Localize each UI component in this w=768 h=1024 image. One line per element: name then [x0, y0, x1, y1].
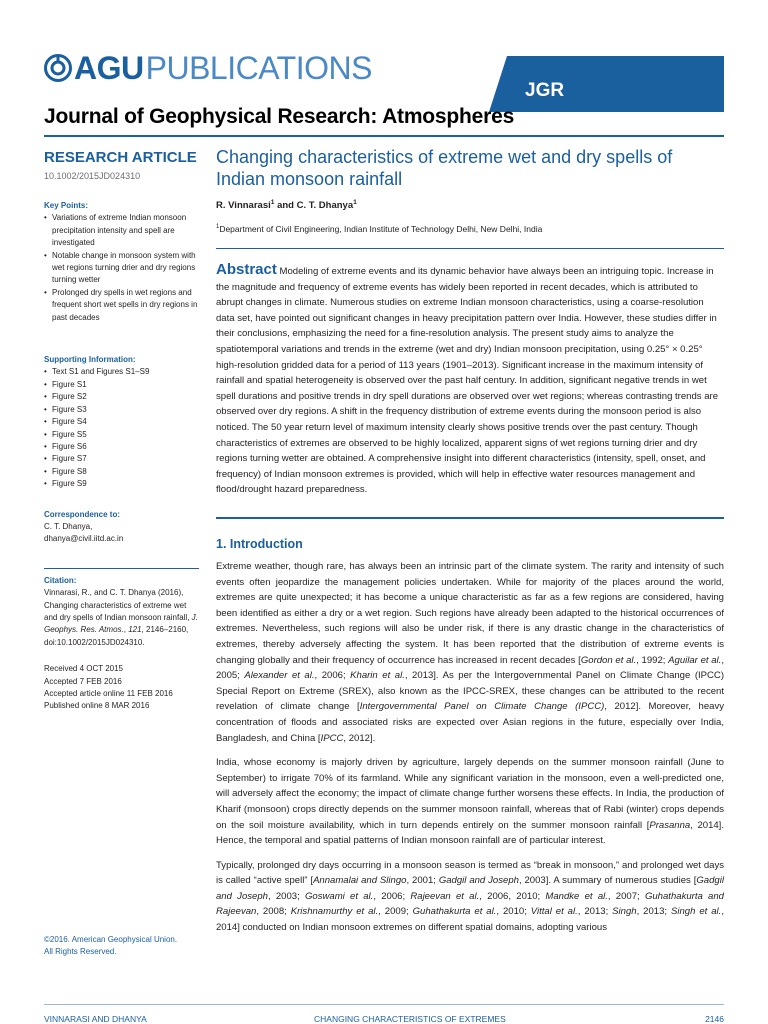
supporting-info-list	[44, 366, 199, 490]
key-point: • Notable change in monsoon system with wet regions turning drier and dry regions turning wetter	[44, 250, 199, 287]
reference-link[interactable]: Intergovernmental Panel on Climate Change (IPCC)	[359, 701, 605, 713]
supporting-item[interactable]: • Figure S1	[44, 379, 199, 391]
reference-link[interactable]: Krishnamurthy et al.	[290, 906, 379, 918]
key-point: • Prolonged dry spells in wet regions and frequent short wet spells in dry regions in past decades	[44, 287, 199, 324]
footer-authors: VINNARASI AND DHANYA	[44, 1014, 147, 1024]
reference-link[interactable]: Gadgil and Joseph	[216, 875, 724, 902]
date-accepted-online: Accepted article online 11 FEB 2016	[44, 689, 173, 698]
introduction-body	[216, 559, 724, 945]
citation	[44, 587, 199, 649]
author-conjunction: and	[274, 200, 297, 211]
intro-paragraph: India, whose economy is majorly driven by agriculture, largely depends on the summer monsoon rainfall (June to September) to irrigate 70% of its farmland. While any significant variation in the monsoon, even a well-predicted one, will adversely affect the economy; the impact of climate change further worsens these effects. In India, the production of Kharif (monsoon) crops directly depends on the summer monsoon rainfall, whereas that of Rabi (winter) crops depends on the soil moisture availability, which in turn depends entirely on the summer monsoon rainfall [Prasanna, 2014]. Hence, the temporal and spatial patterns of Indian monsoon rainfall are of particular interest.	[216, 757, 724, 847]
jgr-badge	[489, 56, 724, 112]
abstract-heading: Abstract	[216, 261, 277, 278]
footer-divider	[44, 1004, 724, 1005]
affiliation-text: Department of Civil Engineering, Indian Institute of Technology Delhi, New Delhi, India	[219, 224, 543, 234]
supporting-item[interactable]: • Figure S9	[44, 478, 199, 490]
supporting-item[interactable]: • Figure S6	[44, 441, 199, 453]
logo-publications-text: PUBLICATIONS	[145, 50, 372, 86]
intro-paragraph: Extreme weather, though rare, has always been an intrinsic part of the climate system. The rarity and intensity of such events often jeopardize the management policies undertaken. While for majority of the places around the world, extremes are quite unexpected; it has become a unique characteristic as far as a few regions are considered, having been identified as either a dry or a wet region. Such regions have already been adapted to the historical occurrences of extremes. Nevertheless, such regions will also be under risk, if there is any drastic change in the characteristics of extremes, thereby adversely affecting the system. It has been reported that the distribution of extreme events is changing globally and their frequency of occurrence has increased in recent decades [Gordon et al., 1992; Aguilar et al., 2005; Alexander et al., 2006; Kharin et al., 2013]. As per the Intergovernmental Panel on Climate Change (IPCC) Special Report on Extreme (SREX), also known as the IPCC-SREX, these changes can be attributed to the recent revelation of climate change [Intergovernmental Panel on Climate Change (IPCC), 2012]. Moreover, heavy concentration of floods and associated risks are expected over Asian regions in the future, especially over India, Bangladesh, and China [IPCC, 2012].	[216, 561, 725, 744]
reference-link[interactable]: IPCC	[320, 732, 344, 744]
logo-agu-text: AGU	[74, 50, 144, 86]
abstract-divider	[216, 517, 724, 519]
reference-link[interactable]: Mandke et al.	[545, 890, 608, 902]
globe-icon	[44, 54, 72, 82]
date-published: Published online 8 MAR 2016	[44, 701, 150, 711]
correspondence-email[interactable]: dhanya@civil.iitd.ac.in	[44, 534, 124, 544]
footer-running-title: CHANGING CHARACTERISTICS OF EXTREMES	[314, 1014, 506, 1024]
date-accepted: Accepted 7 FEB 2016	[44, 676, 122, 686]
key-points-heading: Key Points:	[44, 201, 89, 210]
reference-link[interactable]: Singh et al.	[670, 906, 722, 918]
introduction-heading: 1. Introduction	[216, 537, 303, 551]
article-title: Changing characteristics of extreme wet and dry spells of Indian monsoon rainfall	[216, 147, 673, 189]
authors	[216, 200, 357, 211]
supporting-item[interactable]: • Figure S4	[44, 416, 199, 428]
reference-link[interactable]: Aguilar et al.	[668, 654, 722, 666]
copyright-line: ©2016. American Geophysical Union.	[44, 935, 178, 944]
affiliation	[216, 224, 542, 234]
agu-publications-logo	[44, 48, 372, 88]
supporting-item[interactable]: • Figure S7	[44, 453, 199, 465]
date-received: Received 4 OCT 2015	[44, 664, 124, 674]
author-affiliation-mark: 1	[353, 198, 357, 206]
citation-rest: , 2146–2160, doi:10.1002/2015JD024310.	[44, 625, 189, 647]
author-name[interactable]: C. T. Dhanya	[296, 200, 354, 211]
key-point: • Variations of extreme Indian monsoon precipitation intensity and spell are investigated	[44, 212, 199, 249]
supporting-item[interactable]: • Text S1 and Figures S1–S9	[44, 366, 199, 378]
affiliation-mark: 1	[216, 224, 220, 231]
supporting-item[interactable]: • Figure S2	[44, 391, 199, 403]
reference-link[interactable]: Gadgil and Joseph	[438, 875, 519, 887]
article-type: RESEARCH ARTICLE	[44, 149, 197, 166]
sidebar	[44, 148, 199, 713]
supporting-item[interactable]: • Figure S8	[44, 466, 199, 478]
journal-name: Journal of Geophysical Research: Atmospheres	[44, 105, 515, 128]
reference-link[interactable]: Guhathakurta and Rajeevan	[216, 890, 724, 918]
reference-link[interactable]: Vittal et al.	[530, 906, 578, 918]
correspondence-name: C. T. Dhanya,	[44, 521, 93, 531]
abstract-text: Modeling of extreme events and its dynamic behavior have always been an intriguing topic. Increase in the magnitude and frequency of extreme events has widely been reported in recent decades, which is attributed to abrupt changes in climate. Numerous studies on extreme Indian monsoon characteristics, using a coarse-resolution data set, have pointed out significant changes in heavy precipitation pattern over India. However, these studies differ in their conclusions, emphasizing the need for a fine-resolution analysis. The present study aims to analyze the spatiotemporal variations and trends in the extreme (wet and dry) Indian monsoon precipitation, using 0.25° × 0.25° high-resolution gridded data for a period of 113 years (1901–2013). Significant increase in the maximum intensity of rainfall and spatial heterogeneity is observed over the past half century. In addition, significant negative trends in wet spell durations and positive trends in dry spell durations are observed over wet regions; whereas contrasting trends are observed over dry regions. A shift in the frequency distribution of extreme events during the monsoon period is also noticed. The 50 year return level of maximum intensity clearly shows positive trends over the past century. Though characteristics of extremes are observed to be highly localized, apparent signs of wet regions turning drier and dry regions turning wetter are obtained. A comprehensive insight into different characteristics (intensity, spell, onset, and frequency) of Indian monsoon extremes is provided, which will help in effective water resources management and flood/drought hazard preparedness.	[216, 266, 719, 496]
affiliation-divider	[216, 248, 724, 249]
reference-link[interactable]: Rajeevan et al.	[410, 890, 480, 902]
copyright-line: All Rights Reserved.	[44, 947, 117, 956]
abstract	[216, 262, 724, 498]
reference-link[interactable]: Annamalai and Slingo	[313, 875, 407, 887]
reference-link[interactable]: Gordon et al.	[580, 654, 637, 666]
intro-paragraph: Typically, prolonged dry days occurring in a monsoon season is termed as “break in monsoon,” and prolonged wet days is called “active spell” [Annamalai and Slingo, 2001; Gadgil and Joseph, 2003]. A summary of numerous studies [Gadgil and Joseph, 2003; Goswami et al., 2006; Rajeevan et al., 2006, 2010; Mandke et al., 2007; Guhathakurta and Rajeevan, 2008; Krishnamurthy et al., 2009; Guhathakurta et al., 2010; Vittal et al., 2013; Singh, 2013; Singh et al., 2014] conducted on Indian monsoon extremes on different spatial domains, adopting various	[216, 859, 724, 934]
page-number: 2146	[705, 1014, 724, 1024]
citation-heading: Citation:	[44, 575, 77, 585]
publication-dates	[44, 663, 199, 713]
key-points-list	[44, 212, 199, 324]
reference-link[interactable]: Singh	[612, 906, 637, 918]
copyright	[44, 934, 204, 958]
jgr-badge-text: JGR	[525, 80, 565, 101]
citation-journal: J. Geophys. Res. Atmos.	[44, 612, 198, 635]
reference-link[interactable]: Kharin et al.	[350, 670, 405, 682]
reference-link[interactable]: Guhathakurta et al.	[412, 906, 497, 918]
correspondence-heading: Correspondence to:	[44, 509, 121, 519]
citation-authors: Vinnarasi, R., and C. T. Dhanya (2016), Changing characteristics of extreme wet and dry spells of Indian monsoon rainfall,	[44, 588, 192, 622]
author-name[interactable]: R. Vinnarasi	[216, 200, 271, 211]
supporting-info-heading: Supporting Information:	[44, 355, 136, 365]
supporting-item[interactable]: • Figure S3	[44, 404, 199, 416]
sidebar-divider	[44, 568, 199, 569]
citation-volume: 121	[128, 625, 142, 635]
reference-link[interactable]: Alexander et al.	[244, 670, 315, 682]
header-divider	[44, 135, 724, 137]
doi: 10.1002/2015JD024310	[44, 171, 141, 181]
author-affiliation-mark: 1	[270, 198, 275, 206]
reference-link[interactable]: Prasanna	[649, 819, 691, 831]
citation-separator: ,	[123, 625, 129, 635]
supporting-item[interactable]: • Figure S5	[44, 429, 199, 441]
reference-link[interactable]: Goswami et al.	[305, 890, 374, 902]
